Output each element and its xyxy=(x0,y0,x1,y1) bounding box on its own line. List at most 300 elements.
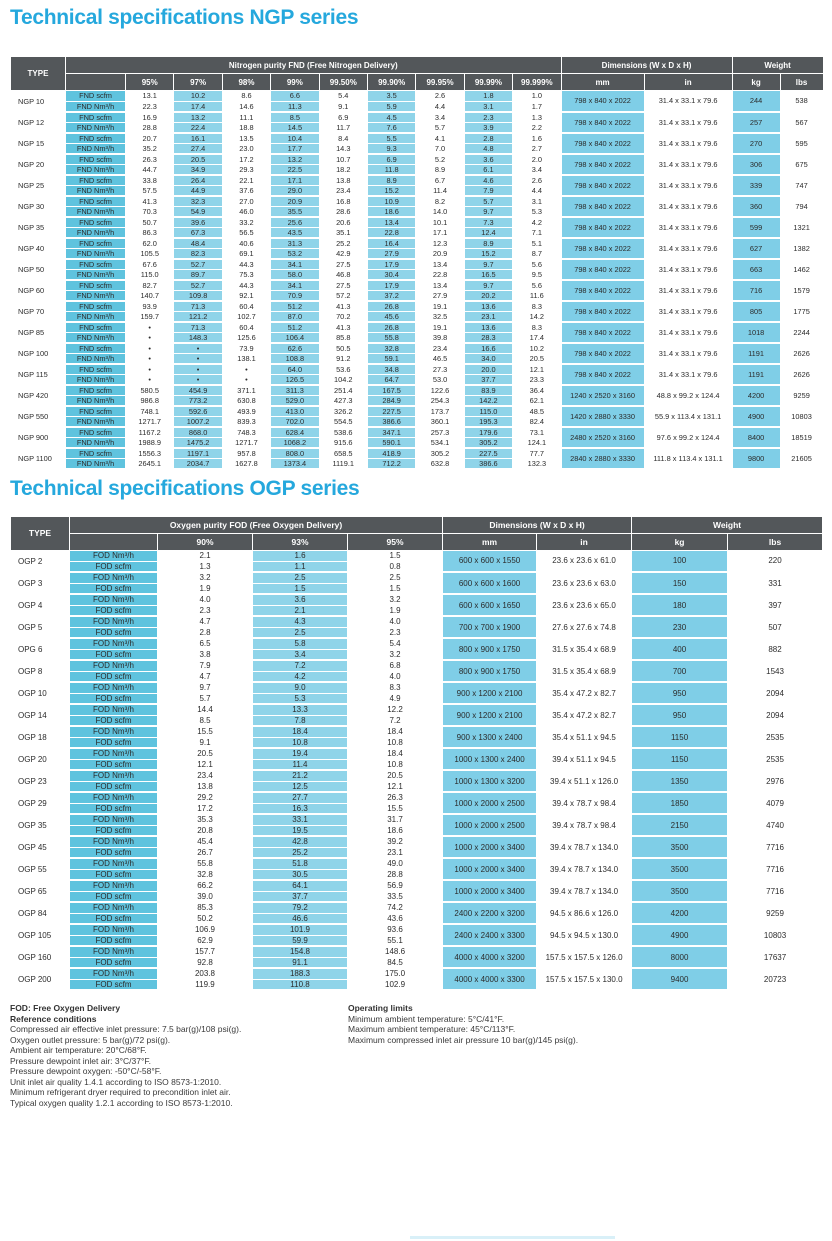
flow-value-cell: 132.3 xyxy=(513,458,561,469)
flow-value-cell: 534.1 xyxy=(416,437,464,448)
dims-mm-column-header: mm xyxy=(561,74,644,91)
flow-value-cell: 55.8 xyxy=(158,858,253,869)
dimensions-in-cell: 31.4 x 33.1 x 79.6 xyxy=(644,301,732,322)
flow-value-cell: 126.5 xyxy=(271,374,319,385)
flow-value-cell: 5.7 xyxy=(158,693,253,704)
table-row xyxy=(11,858,823,869)
flow-value-cell: 17.1 xyxy=(271,175,319,186)
note-line: Pressure dewpoint inlet air: 3°C/37°F. xyxy=(10,1055,151,1066)
flow-value-cell: 1271.7 xyxy=(126,416,174,427)
reference-conditions-block xyxy=(10,1003,348,1108)
note-line: Maximum ambient temperature: 45°C/113°F. xyxy=(348,1024,516,1034)
weight-kg-cell: 2150 xyxy=(632,814,728,836)
flow-value-cell: 1.0 xyxy=(513,91,561,102)
flow-value-cell: 64.1 xyxy=(253,880,348,891)
flow-value-cell: 10.7 xyxy=(319,154,367,165)
weight-lbs-cell: 18519 xyxy=(780,427,823,448)
type-cell: NGP 900 xyxy=(11,427,66,448)
weight-kg-cell: 9800 xyxy=(732,448,780,469)
dimensions-mm-cell: 2480 x 2520 x 3160 xyxy=(561,427,644,448)
type-cell: NGP 70 xyxy=(11,301,66,322)
weight-lbs-column-header: lbs xyxy=(728,533,823,550)
flow-value-cell: 12.1 xyxy=(158,759,253,770)
type-cell: NGP 550 xyxy=(11,406,66,427)
flow-value-cell: 702.0 xyxy=(271,416,319,427)
type-column-header: TYPE xyxy=(11,57,66,91)
dimensions-mm-cell: 900 x 1200 x 2100 xyxy=(443,682,537,704)
flow-value-cell: 62.0 xyxy=(126,238,174,249)
dimensions-in-cell: 23.6 x 23.6 x 61.0 xyxy=(537,550,632,572)
table-subheader-row xyxy=(11,74,824,91)
dimensions-in-cell: 35.4 x 47.2 x 82.7 xyxy=(537,682,632,704)
flow-value-cell: 13.6 xyxy=(464,322,512,333)
flow-value-cell: 124.1 xyxy=(513,437,561,448)
flow-label-cell: FND Nm³/h xyxy=(66,122,126,133)
flow-value-cell: 122.6 xyxy=(416,385,464,396)
dimensions-mm-cell: 798 x 840 x 2022 xyxy=(561,322,644,343)
flow-label-cell: FOD scfm xyxy=(70,627,158,638)
flow-value-cell: 27.3 xyxy=(416,364,464,375)
flow-label-cell: FOD Nm³/h xyxy=(70,770,158,781)
flow-value-cell: 46.6 xyxy=(253,913,348,924)
flow-value-cell: 0.8 xyxy=(348,561,443,572)
flow-value-cell: 1.7 xyxy=(513,101,561,112)
table-row xyxy=(11,638,823,649)
flow-value-cell: 590.1 xyxy=(367,437,415,448)
flow-value-cell: 4.5 xyxy=(367,112,415,123)
flow-value-cell: 839.3 xyxy=(222,416,270,427)
flow-label-cell: FOD Nm³/h xyxy=(70,792,158,803)
flow-value-cell: 11.6 xyxy=(513,290,561,301)
weight-kg-cell: 180 xyxy=(632,594,728,616)
flow-value-cell: 33.5 xyxy=(348,891,443,902)
flow-value-cell: 8.3 xyxy=(513,322,561,333)
flow-value-cell: 87.0 xyxy=(271,311,319,322)
flow-label-cell: FOD Nm³/h xyxy=(70,880,158,891)
flow-value-cell: 5.5 xyxy=(367,133,415,144)
flow-value-cell: 50.5 xyxy=(319,343,367,354)
type-cell: NGP 10 xyxy=(11,91,66,112)
flow-value-cell: 56.9 xyxy=(348,880,443,891)
flow-value-cell: 26.7 xyxy=(158,847,253,858)
flow-value-cell: 45.6 xyxy=(367,311,415,322)
flow-label-cell: FOD Nm³/h xyxy=(70,858,158,869)
flow-value-cell: 203.8 xyxy=(158,968,253,979)
flow-value-cell: 12.1 xyxy=(348,781,443,792)
flow-value-cell: 14.4 xyxy=(158,704,253,715)
flow-value-cell: 159.7 xyxy=(126,311,174,322)
flow-value-cell: 41.3 xyxy=(126,196,174,207)
flow-label-cell: FOD Nm³/h xyxy=(70,902,158,913)
flow-value-cell: 18.6 xyxy=(348,825,443,836)
flow-label-cell: FND scfm xyxy=(66,238,126,249)
dimensions-mm-cell: 800 x 900 x 1750 xyxy=(443,638,537,660)
flow-label-cell: FOD Nm³/h xyxy=(70,924,158,935)
flow-value-cell: 2034.7 xyxy=(174,458,222,469)
flow-value-cell: 18.8 xyxy=(222,122,270,133)
ogp-section-title: Technical specifications OGP series xyxy=(10,476,360,500)
flow-value-cell: 18.4 xyxy=(348,726,443,737)
flow-value-cell: 75.3 xyxy=(222,269,270,280)
flow-value-cell: 83.9 xyxy=(464,385,512,396)
table-row xyxy=(11,616,823,627)
table-header-row xyxy=(11,57,824,74)
flow-value-cell: 22.8 xyxy=(416,269,464,280)
flow-label-cell: FOD Nm³/h xyxy=(70,616,158,627)
flow-value-cell: 51.8 xyxy=(253,858,348,869)
flow-value-cell: 55.8 xyxy=(367,332,415,343)
flow-value-cell: 2.0 xyxy=(513,154,561,165)
flow-value-cell: 7.2 xyxy=(253,660,348,671)
purity-column-header: 90% xyxy=(158,533,253,550)
flow-label-cell: FND scfm xyxy=(66,385,126,396)
dimensions-in-cell: 39.4 x 78.7 x 134.0 xyxy=(537,880,632,902)
flow-value-cell: 632.8 xyxy=(416,458,464,469)
flow-value-cell: 37.2 xyxy=(367,290,415,301)
dimensions-mm-cell: 798 x 840 x 2022 xyxy=(561,154,644,175)
flow-value-cell: 5.9 xyxy=(367,101,415,112)
dimensions-in-cell: 31.4 x 33.1 x 79.6 xyxy=(644,259,732,280)
flow-value-cell: 386.6 xyxy=(367,416,415,427)
flow-label-cell: FND Nm³/h xyxy=(66,332,126,343)
flow-value-cell: • xyxy=(222,364,270,375)
dimensions-in-cell: 31.4 x 33.1 x 79.6 xyxy=(644,343,732,364)
flow-label-cell: FOD Nm³/h xyxy=(70,682,158,693)
flow-value-cell: 106.9 xyxy=(158,924,253,935)
fod-definition: FOD: Free Oxygen Delivery xyxy=(10,1003,121,1013)
weight-kg-cell: 306 xyxy=(732,154,780,175)
dimensions-mm-cell: 1000 x 2000 x 2500 xyxy=(443,814,537,836)
table-row xyxy=(11,748,823,759)
flow-value-cell: 18.6 xyxy=(367,206,415,217)
flow-value-cell: 42.8 xyxy=(253,836,348,847)
flow-value-cell: 33.1 xyxy=(253,814,348,825)
flow-value-cell: 13.1 xyxy=(126,91,174,102)
dimensions-in-cell: 55.9 x 113.4 x 131.1 xyxy=(644,406,732,427)
dimensions-mm-cell: 2840 x 2880 x 3330 xyxy=(561,448,644,469)
purity-column-header: 97% xyxy=(174,74,222,91)
weight-lbs-cell: 10803 xyxy=(780,406,823,427)
flow-value-cell: 2.3 xyxy=(348,627,443,638)
flow-value-cell: 538.6 xyxy=(319,427,367,438)
dimensions-in-cell: 35.4 x 47.2 x 82.7 xyxy=(537,704,632,726)
flow-value-cell: 39.6 xyxy=(174,217,222,228)
flow-value-cell: 30.4 xyxy=(367,269,415,280)
flow-value-cell: 986.8 xyxy=(126,395,174,406)
dimensions-mm-cell: 600 x 600 x 1600 xyxy=(443,572,537,594)
weight-kg-cell: 8400 xyxy=(732,427,780,448)
flow-value-cell: 19.4 xyxy=(253,748,348,759)
ngp-table xyxy=(10,56,824,470)
flow-value-cell: 5.7 xyxy=(464,196,512,207)
flow-value-cell: 74.2 xyxy=(348,902,443,913)
flow-value-cell: 748.1 xyxy=(126,406,174,417)
dimensions-in-cell: 94.5 x 94.5 x 130.0 xyxy=(537,924,632,946)
dimensions-mm-cell: 798 x 840 x 2022 xyxy=(561,217,644,238)
dimensions-in-cell: 94.5 x 86.6 x 126.0 xyxy=(537,902,632,924)
type-cell: NGP 85 xyxy=(11,322,66,343)
weight-group-header: Weight xyxy=(732,57,823,74)
table-row xyxy=(11,682,823,693)
dimensions-in-cell: 97.6 x 99.2 x 124.4 xyxy=(644,427,732,448)
flow-value-cell: 93.9 xyxy=(126,301,174,312)
flow-value-cell: 9.7 xyxy=(464,206,512,217)
table-row xyxy=(11,836,823,847)
flow-value-cell: 73.1 xyxy=(513,427,561,438)
flow-value-cell: 15.2 xyxy=(367,185,415,196)
table-row xyxy=(11,968,823,979)
flow-value-cell: 7.1 xyxy=(513,227,561,238)
flow-value-cell: 2.8 xyxy=(464,133,512,144)
type-cell: NGP 20 xyxy=(11,154,66,175)
dimensions-in-cell: 31.4 x 33.1 x 79.6 xyxy=(644,322,732,343)
type-cell: NGP 35 xyxy=(11,217,66,238)
flow-value-cell: 36.4 xyxy=(513,385,561,396)
table-row xyxy=(11,572,823,583)
table-row xyxy=(11,112,824,123)
flow-value-cell: 1.3 xyxy=(158,561,253,572)
flow-label-cell: FND scfm xyxy=(66,217,126,228)
flow-value-cell: 413.0 xyxy=(271,406,319,417)
flow-value-cell: 305.2 xyxy=(464,437,512,448)
oxygen-purity-group-header: Oxygen purity FOD (Free Oxygen Delivery) xyxy=(70,516,443,533)
flow-value-cell: 4.3 xyxy=(253,616,348,627)
weight-kg-cell: 257 xyxy=(732,112,780,133)
dims-mm-column-header: mm xyxy=(443,533,537,550)
flow-value-cell: 43.5 xyxy=(271,227,319,238)
flow-value-cell: 1.9 xyxy=(158,583,253,594)
flow-value-cell: 3.4 xyxy=(253,649,348,660)
flow-value-cell: 10.8 xyxy=(348,759,443,770)
flow-value-cell: 14.0 xyxy=(416,206,464,217)
flow-value-cell: 44.9 xyxy=(174,185,222,196)
purity-column-header: 99.999% xyxy=(513,74,561,91)
flow-value-cell: 1068.2 xyxy=(271,437,319,448)
table-row xyxy=(11,594,823,605)
flow-value-cell: 4.2 xyxy=(513,217,561,228)
flow-value-cell: 1.3 xyxy=(513,112,561,123)
flow-label-cell: FOD scfm xyxy=(70,935,158,946)
flow-value-cell: 105.5 xyxy=(126,248,174,259)
dimensions-in-cell: 31.4 x 33.1 x 79.6 xyxy=(644,280,732,301)
flow-value-cell: 20.2 xyxy=(464,290,512,301)
weight-kg-cell: 1191 xyxy=(732,364,780,385)
flow-label-cell: FOD Nm³/h xyxy=(70,726,158,737)
dimensions-in-cell: 157.5 x 157.5 x 130.0 xyxy=(537,968,632,990)
weight-lbs-cell: 7716 xyxy=(728,880,823,902)
flow-value-cell: 17.4 xyxy=(513,332,561,343)
flow-value-cell: 868.0 xyxy=(174,427,222,438)
weight-kg-cell: 100 xyxy=(632,550,728,572)
weight-kg-cell: 627 xyxy=(732,238,780,259)
purity-column-header: 93% xyxy=(253,533,348,550)
flow-value-cell: 22.8 xyxy=(367,227,415,238)
flow-value-cell: 32.8 xyxy=(158,869,253,880)
flow-value-cell: 37.7 xyxy=(464,374,512,385)
flow-value-cell: • xyxy=(174,353,222,364)
weight-kg-cell: 4200 xyxy=(632,902,728,924)
table-row xyxy=(11,364,824,375)
flow-value-cell: 13.5 xyxy=(222,133,270,144)
purity-column-header: 95% xyxy=(126,74,174,91)
flow-value-cell: 23.3 xyxy=(513,374,561,385)
flow-value-cell: 32.5 xyxy=(416,311,464,322)
flow-value-cell: 9.1 xyxy=(319,101,367,112)
flow-value-cell: 27.9 xyxy=(416,290,464,301)
weight-lbs-cell: 1775 xyxy=(780,301,823,322)
flow-value-cell: 4.0 xyxy=(348,671,443,682)
dimensions-mm-cell: 798 x 840 x 2022 xyxy=(561,301,644,322)
flow-value-cell: 70.2 xyxy=(319,311,367,322)
dims-in-column-header: in xyxy=(537,533,632,550)
dimensions-mm-cell: 798 x 840 x 2022 xyxy=(561,133,644,154)
flow-value-cell: 493.9 xyxy=(222,406,270,417)
flow-value-cell: 3.2 xyxy=(348,649,443,660)
flow-value-cell: 35.3 xyxy=(158,814,253,825)
weight-kg-cell: 4900 xyxy=(632,924,728,946)
flow-value-cell: 1.5 xyxy=(348,583,443,594)
weight-lbs-cell: 1543 xyxy=(728,660,823,682)
flow-value-cell: 3.5 xyxy=(367,91,415,102)
flow-value-cell: 30.5 xyxy=(253,869,348,880)
purity-column-header: 99.50% xyxy=(319,74,367,91)
flow-value-cell: 1.5 xyxy=(348,550,443,561)
flow-value-cell: 70.9 xyxy=(271,290,319,301)
type-cell: OGP 10 xyxy=(11,682,70,704)
flow-value-cell: 1.9 xyxy=(348,605,443,616)
weight-lbs-cell: 21605 xyxy=(780,448,823,469)
flow-value-cell: 49.0 xyxy=(348,858,443,869)
flow-value-cell: 2645.1 xyxy=(126,458,174,469)
dimensions-mm-cell: 600 x 600 x 1550 xyxy=(443,550,537,572)
flow-value-cell: 20.5 xyxy=(174,154,222,165)
flow-value-cell: 16.9 xyxy=(126,112,174,123)
weight-kg-cell: 663 xyxy=(732,259,780,280)
flow-value-cell: 554.5 xyxy=(319,416,367,427)
note-line: Typical oxygen quality 1.2.1 according to ISO 8573-1:2010. xyxy=(10,1097,233,1108)
flow-value-cell: 85.3 xyxy=(158,902,253,913)
flow-value-cell: 41.3 xyxy=(319,301,367,312)
dimensions-mm-cell: 1240 x 2520 x 3160 xyxy=(561,385,644,406)
flow-value-cell: 7.6 xyxy=(367,122,415,133)
weight-kg-cell: 150 xyxy=(632,572,728,594)
flow-value-cell: 35.1 xyxy=(319,227,367,238)
flow-value-cell: 32.3 xyxy=(174,196,222,207)
flow-value-cell: 25.6 xyxy=(271,217,319,228)
weight-kg-cell: 360 xyxy=(732,196,780,217)
weight-lbs-cell: 1321 xyxy=(780,217,823,238)
flow-value-cell: 42.9 xyxy=(319,248,367,259)
flow-value-cell: 12.2 xyxy=(348,704,443,715)
flow-label-cell: FND scfm xyxy=(66,154,126,165)
flow-value-cell: 1.8 xyxy=(464,91,512,102)
flow-value-cell: 27.9 xyxy=(367,248,415,259)
flow-value-cell: 7.8 xyxy=(253,715,348,726)
table-row xyxy=(11,385,824,396)
weight-kg-cell: 230 xyxy=(632,616,728,638)
flow-value-cell: 20.0 xyxy=(464,364,512,375)
flow-label-cell: FND scfm xyxy=(66,112,126,123)
flow-value-cell: 44.3 xyxy=(222,280,270,291)
flow-value-cell: 1.6 xyxy=(513,133,561,144)
page-bottom-accent-bar xyxy=(410,1236,615,1239)
footnotes xyxy=(10,1003,822,1108)
flow-value-cell: 15.5 xyxy=(158,726,253,737)
flow-label-cell: FND scfm xyxy=(66,364,126,375)
flow-value-cell: 4.0 xyxy=(348,616,443,627)
flow-value-cell: 32.8 xyxy=(367,343,415,354)
flow-value-cell: 1007.2 xyxy=(174,416,222,427)
flow-value-cell: 82.7 xyxy=(126,280,174,291)
flow-value-cell: 29.2 xyxy=(158,792,253,803)
flow-value-cell: 773.2 xyxy=(174,395,222,406)
table-row xyxy=(11,448,824,459)
flow-value-cell: 16.3 xyxy=(253,803,348,814)
table-row xyxy=(11,814,823,825)
flow-value-cell: 20.7 xyxy=(126,133,174,144)
flow-label-cell: FND Nm³/h xyxy=(66,143,126,154)
dimensions-in-cell: 39.4 x 51.1 x 126.0 xyxy=(537,770,632,792)
table-row xyxy=(11,726,823,737)
weight-kg-cell: 1018 xyxy=(732,322,780,343)
nitrogen-purity-group-header: Nitrogen purity FND (Free Nitrogen Delivery) xyxy=(66,57,562,74)
flow-value-cell: 12.3 xyxy=(416,238,464,249)
flow-value-cell: 386.6 xyxy=(464,458,512,469)
flow-value-cell: 20.5 xyxy=(158,748,253,759)
flow-value-cell: 60.4 xyxy=(222,322,270,333)
flow-label-cell: FOD scfm xyxy=(70,759,158,770)
flow-value-cell: 50.7 xyxy=(126,217,174,228)
flow-value-cell: 16.5 xyxy=(464,269,512,280)
dimensions-mm-cell: 1000 x 1300 x 2400 xyxy=(443,748,537,770)
flow-value-cell: 254.3 xyxy=(416,395,464,406)
flow-label-cell: FOD scfm xyxy=(70,693,158,704)
flow-value-cell: 29.0 xyxy=(271,185,319,196)
flow-value-cell: 93.6 xyxy=(348,924,443,935)
weight-kg-cell: 1350 xyxy=(632,770,728,792)
flow-value-cell: 23.1 xyxy=(464,311,512,322)
flow-value-cell: 5.2 xyxy=(416,154,464,165)
flow-value-cell: 57.2 xyxy=(319,290,367,301)
flow-label-cell: FND Nm³/h xyxy=(66,227,126,238)
dims-in-column-header: in xyxy=(644,74,732,91)
flow-value-cell: 22.3 xyxy=(126,101,174,112)
flow-value-cell: 2.2 xyxy=(513,122,561,133)
flow-value-cell: 85.8 xyxy=(319,332,367,343)
flow-value-cell: 51.2 xyxy=(271,301,319,312)
purity-column-header: 98% xyxy=(222,74,270,91)
table-row xyxy=(11,301,824,312)
flow-value-cell: 4.7 xyxy=(158,616,253,627)
weight-lbs-cell: 794 xyxy=(780,196,823,217)
flow-value-cell: 17.7 xyxy=(271,143,319,154)
purity-column-header: 99.99% xyxy=(464,74,512,91)
flow-label-cell: FOD Nm³/h xyxy=(70,572,158,583)
flow-label-cell: FOD scfm xyxy=(70,715,158,726)
type-cell: OGP 45 xyxy=(11,836,70,858)
dimensions-in-cell: 31.4 x 33.1 x 79.6 xyxy=(644,175,732,196)
type-cell: NGP 115 xyxy=(11,364,66,385)
flow-value-cell: 18.4 xyxy=(253,726,348,737)
flow-label-cell: FND Nm³/h xyxy=(66,101,126,112)
flow-value-cell: 5.4 xyxy=(348,638,443,649)
flow-value-cell: 16.4 xyxy=(367,238,415,249)
type-cell: NGP 60 xyxy=(11,280,66,301)
flow-value-cell: 11.4 xyxy=(416,185,464,196)
flow-value-cell: 2.8 xyxy=(158,627,253,638)
weight-lbs-cell: 2094 xyxy=(728,682,823,704)
flow-value-cell: 19.1 xyxy=(416,322,464,333)
